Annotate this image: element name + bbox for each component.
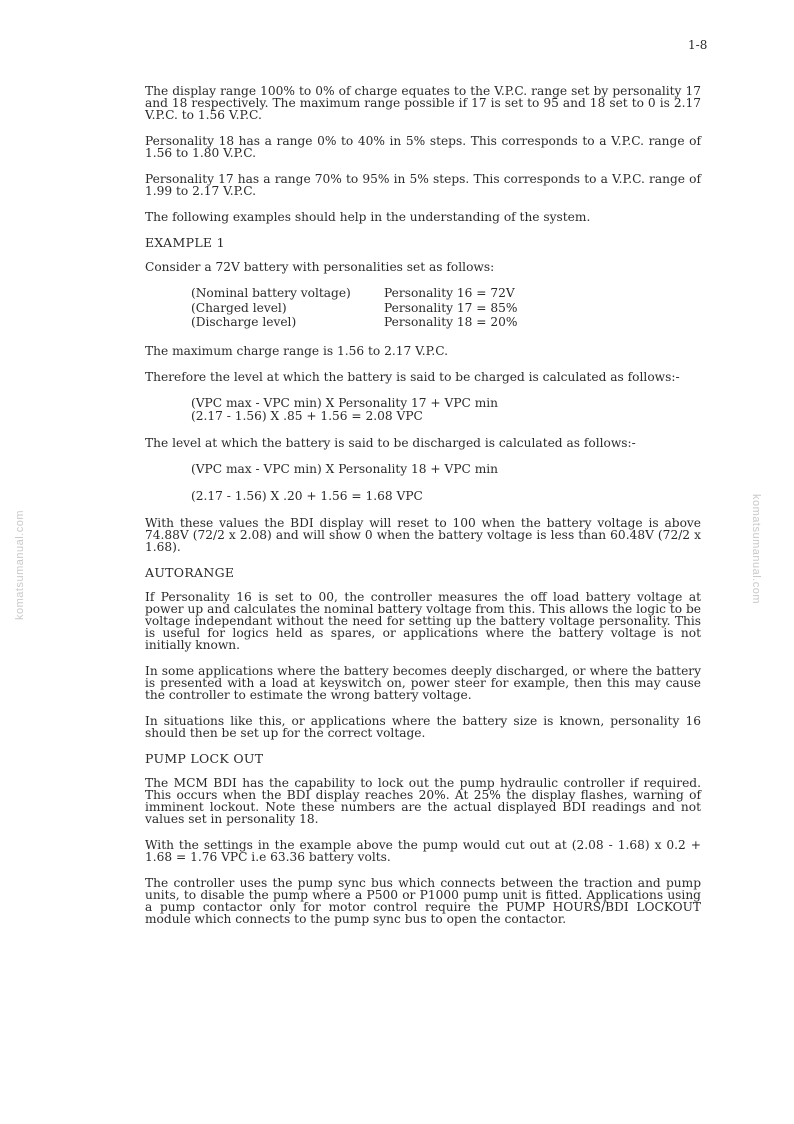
- formula-line: (2.17 - 1.56) X .20 + 1.56 = 1.68 VPC: [191, 488, 423, 503]
- paragraph-deep-discharge: In some applications where the battery becomes deeply discharged, or where the battery is presented with a load at keyswitch on, power steer for example, then this may cause the controller to estimate the wrong battery voltage.: [145, 663, 701, 702]
- personality-row: [191, 316, 701, 331]
- watermark-right: komatsumanual.com: [750, 494, 762, 604]
- watermark-left: komatsumanual.com: [14, 510, 26, 620]
- paragraph-max-charge-range: The maximum charge range is 1.56 to 2.17 V.P.C.: [145, 343, 449, 358]
- personality-row: [191, 302, 701, 317]
- formula-discharged: [191, 463, 701, 503]
- formula-charged: [191, 397, 701, 423]
- paragraph-consider-battery: Consider a 72V battery with personalities set as follows:: [145, 260, 495, 274]
- paragraph-pump-sync-bus: The controller uses the pump sync bus which connects between the traction and pump units, to disable the pump where a P500 or P1000 pump unit is fitted. Applications using a pump contactor only for motor control require the PUMP HOURS/BDI LOCKOUT module which connects to the pump sync bus to open the contactor.: [145, 875, 701, 926]
- heading-example-1: EXAMPLE 1: [145, 235, 225, 250]
- heading-autorange: AUTORANGE: [145, 564, 235, 580]
- document-body: [145, 85, 701, 939]
- paragraph-personality-18: Personality 18 has a range 0% to 40% in 5% steps. This corresponds to a V.P.C. range of 1.56 to 1.80 V.P.C.: [145, 134, 701, 160]
- paragraph-pump-cutout: With the settings in the example above the pump would cut out at (2.08 - 1.68) x 0.2 + 1.68 = 1.76 VPC i.e 63.36 battery volts.: [145, 837, 701, 864]
- paragraph-autorange: If Personality 16 is set to 00, the controller measures the off load battery voltage at power up and calculates the nominal battery voltage from this. This allows the logic to be voltage independant without the need for setting up the battery voltage personality. This is useful for logics held as spares, or applications where the battery voltage is not initially known.: [145, 589, 701, 652]
- formula-line: (VPC max - VPC min) X Personality 18 + VPC min: [191, 461, 499, 476]
- paragraph-charged-level: Therefore the level at which the battery is said to be charged is calculated as follows:-: [145, 369, 680, 384]
- paragraph-display-range: The display range 100% to 0% of charge equates to the V.P.C. range set by personality 17 and 18 respectively. The maximum range possible if 17 is set to 95 and 18 set to 0 is 2.17 V.P.C. to 1.56 V.P.C.: [145, 84, 701, 122]
- personality-value: Personality 18 = 20%: [384, 315, 518, 329]
- paragraph-discharged-level: The level at which the battery is said to be discharged is calculated as follows:-: [145, 435, 636, 450]
- personality-value: Personality 16 = 72V: [384, 286, 515, 300]
- paragraph-bdi-reset: With these values the BDI display will reset to 100 when the battery voltage is above 74.88V (72/2 x 2.08) and will show 0 when the battery voltage is less than 60.48V (72/2 x 1.68).: [145, 515, 701, 554]
- personality-value: Personality 17 = 85%: [384, 300, 518, 315]
- personality-label: (Nominal battery voltage): [191, 286, 351, 300]
- paragraph-examples-intro: The following examples should help in the understanding of the system.: [145, 210, 591, 224]
- paragraph-battery-size: In situations like this, or applications where the battery size is known, personality 16 should then be set up for the correct voltage.: [145, 713, 701, 740]
- personality-row: [191, 287, 701, 302]
- formula-line: (2.17 - 1.56) X .85 + 1.56 = 2.08 VPC: [191, 408, 423, 423]
- paragraph-personality-17: Personality 17 has a range 70% to 95% in 5% steps. This corresponds to a V.P.C. range of 1.99 to 2.17 V.P.C.: [145, 172, 701, 198]
- personality-label: (Charged level): [191, 300, 287, 315]
- heading-pump-lock-out: PUMP LOCK OUT: [145, 750, 264, 766]
- paragraph-pump-lockout: The MCM BDI has the capability to lock out the pump hydraulic controller if required. This occurs when the BDI display reaches 20%. At 25% the display flashes, warning of imminent lockout. Note these numbers are the actual displayed BDI readings and not values set in personality 18.: [145, 775, 701, 826]
- personality-label: (Discharge level): [191, 315, 297, 329]
- formula-line: (VPC max - VPC min) X Personality 17 + VPC min: [191, 395, 499, 410]
- page-number: 1-8: [688, 38, 708, 52]
- personality-table: [191, 287, 701, 331]
